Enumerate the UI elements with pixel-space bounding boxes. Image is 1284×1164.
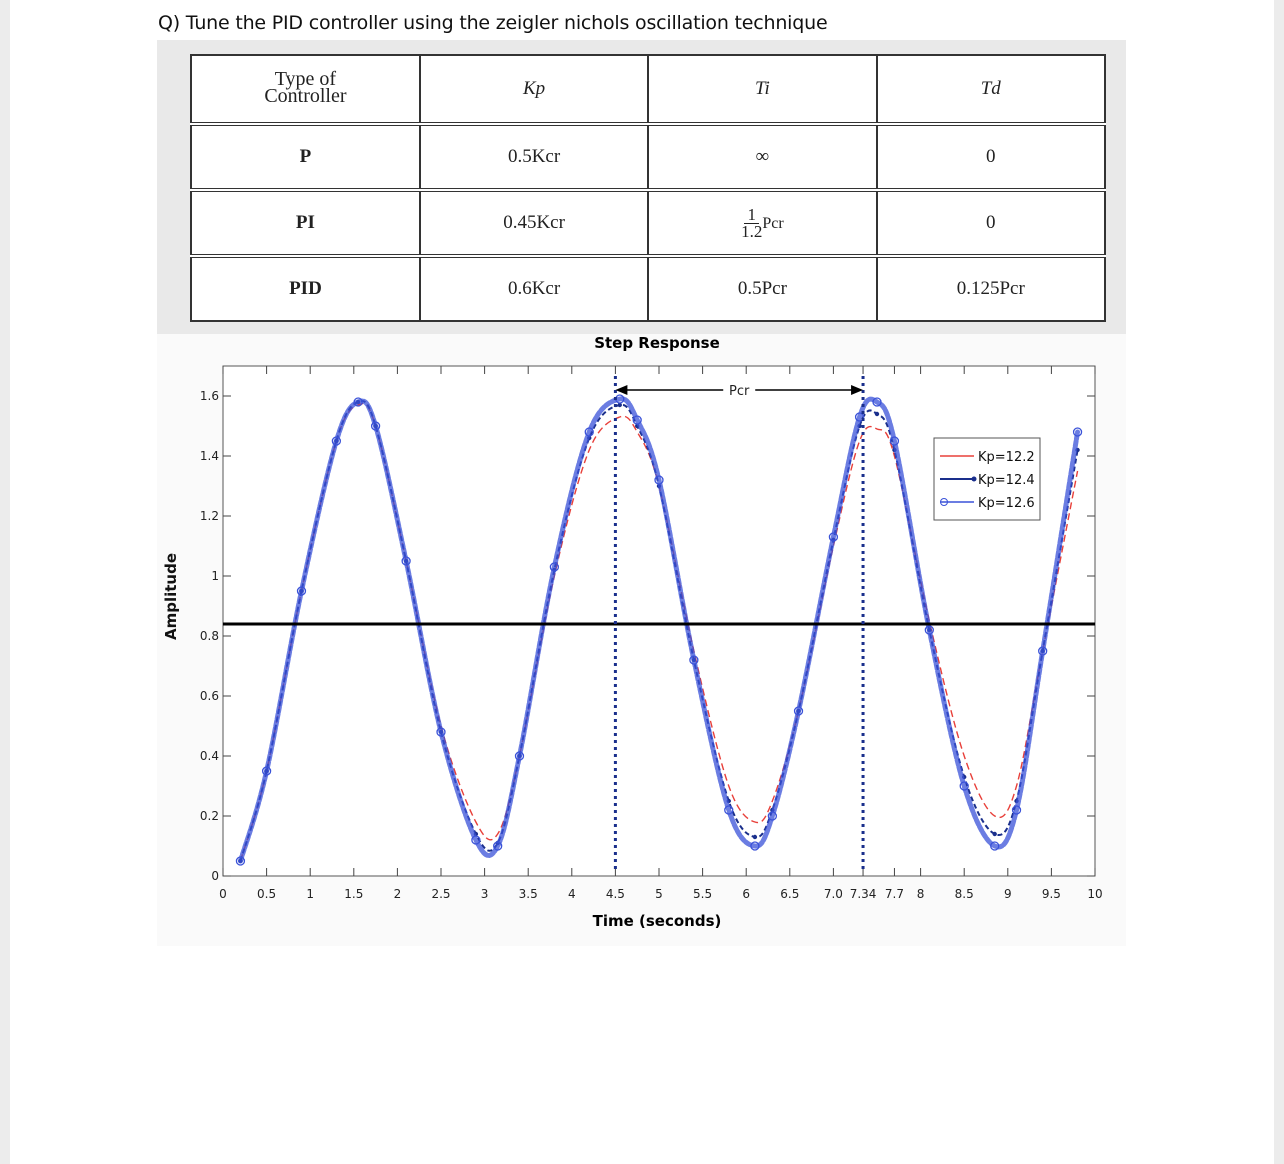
data-point-kp-12-4	[753, 835, 757, 839]
x-tick-label: 6.5	[780, 887, 800, 901]
y-tick-label: 0.4	[199, 749, 219, 763]
x-tick-label: 8	[916, 887, 925, 901]
cell-kp: 0.5Kcr	[420, 124, 648, 190]
cell-type: PID	[191, 256, 420, 321]
x-tick-label: 10	[1087, 887, 1103, 901]
cell-ti: ∞	[648, 124, 876, 190]
data-point-kp-12-4	[993, 832, 997, 836]
x-tick-label: 8.5	[954, 887, 974, 901]
cell-ti	[648, 190, 876, 256]
table-header-row	[191, 55, 1105, 124]
legend-label-kp-12-6: Kp=12.6	[978, 496, 1035, 511]
chart-title: Step Response	[594, 334, 720, 352]
table-row-p	[191, 124, 1105, 190]
pcr-label: Pcr	[729, 384, 750, 399]
x-tick-label: 7.0	[823, 887, 843, 901]
x-tick-label: 1.5	[344, 887, 364, 901]
y-tick-label: 0.2	[199, 809, 219, 823]
y-tick-label: 1.4	[199, 449, 219, 463]
fraction-numerator: 1	[744, 207, 759, 224]
y-tick-label: 0.6	[199, 689, 219, 703]
x-tick-label: 9.5	[1041, 887, 1061, 901]
y-tick-label: 0.8	[199, 629, 219, 643]
cell-kp: 0.6Kcr	[420, 256, 648, 321]
cell-td: 0	[877, 190, 1105, 256]
cell-type: PI	[191, 190, 420, 256]
x-tick-label: 6	[742, 887, 751, 901]
x-axis-label: Time (seconds)	[592, 912, 722, 930]
cell-type: P	[191, 124, 420, 190]
table-row-pid	[191, 256, 1105, 321]
x-tick-label: 0.5	[257, 887, 277, 901]
header-type: Type of Controller	[191, 55, 420, 124]
y-tick-label: 0	[211, 869, 219, 883]
legend	[934, 438, 1040, 520]
step-response-chart	[157, 334, 1126, 946]
ti-fraction	[741, 204, 763, 241]
cell-kp: 0.45Kcr	[420, 190, 648, 256]
y-tick-label: 1	[211, 569, 219, 583]
y-axis-label: Amplitude	[162, 552, 180, 640]
x-tick-label: 4	[567, 887, 576, 901]
legend-marker-kp-12-4	[972, 477, 977, 482]
header-td: Td	[877, 55, 1105, 124]
cell-td: 0	[877, 124, 1105, 190]
data-point-kp-12-4	[875, 412, 879, 416]
cell-ti: 0.5Pcr	[648, 256, 876, 321]
x-tick-label: 2	[393, 887, 402, 901]
legend-label-kp-12-2: Kp=12.2	[978, 450, 1035, 465]
cell-td: 0.125Pcr	[877, 256, 1105, 321]
fraction-tail: Pcr	[762, 214, 784, 232]
y-tick-label: 1.2	[199, 509, 219, 523]
x-tick-label: 4.5	[605, 887, 625, 901]
x-tick-label: 7.34	[849, 887, 877, 901]
fraction-denominator: 1.2	[741, 221, 763, 241]
header-ti: Ti	[648, 55, 876, 124]
question-text: Q) Tune the PID controller using the zeigler nichols oscillation technique	[158, 12, 828, 34]
ziegler-nichols-table	[190, 54, 1106, 322]
x-tick-label: 5	[655, 887, 663, 901]
y-tick-label: 1.6	[199, 389, 219, 403]
x-tick-label: 9	[1003, 887, 1012, 901]
x-tick-label: 3	[480, 887, 489, 901]
legend-label-kp-12-4: Kp=12.4	[978, 473, 1035, 488]
table-row-pi	[191, 190, 1105, 256]
header-kp: Kp	[420, 55, 648, 124]
x-tick-label: 0	[219, 887, 227, 901]
x-tick-label: 7.7	[884, 887, 904, 901]
x-tick-label: 2.5	[431, 887, 451, 901]
x-tick-label: 1	[306, 887, 315, 901]
x-tick-label: 5.5	[693, 887, 713, 901]
x-tick-label: 3.5	[518, 887, 538, 901]
